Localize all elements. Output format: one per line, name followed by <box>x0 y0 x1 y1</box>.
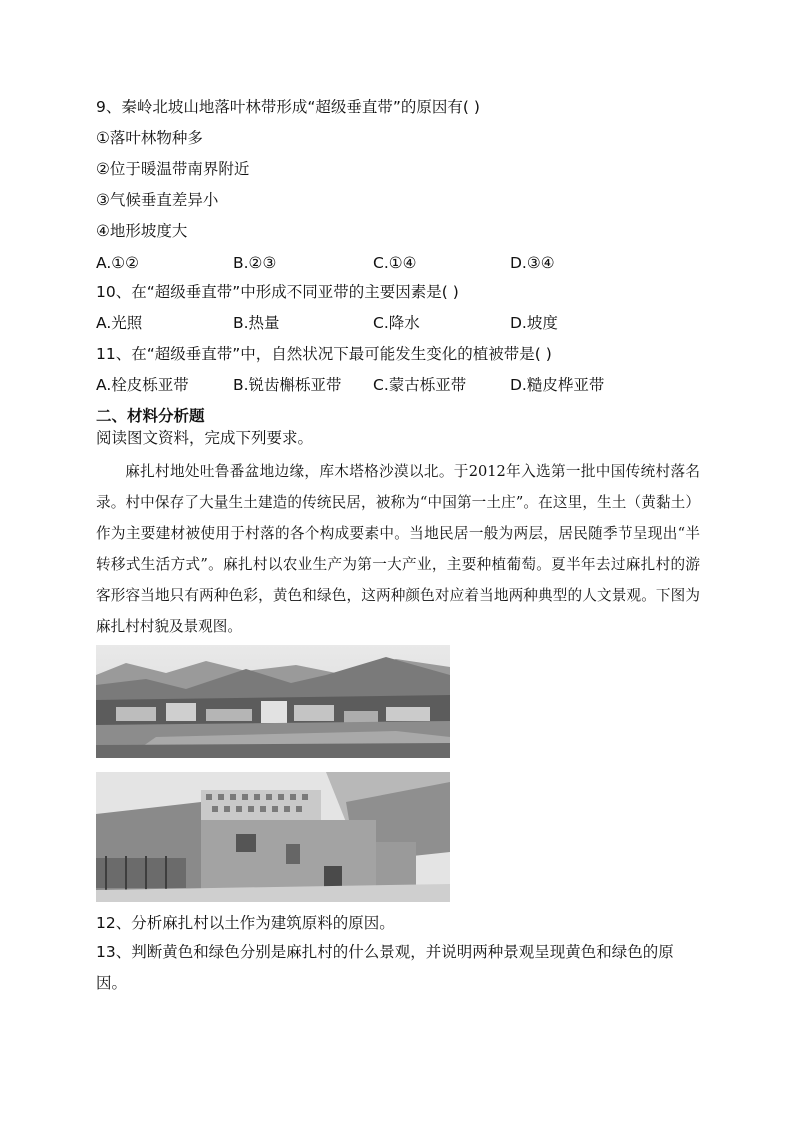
q9-item-4: ④地形坡度大 <box>96 222 188 240</box>
q10-options <box>96 313 656 333</box>
q11-stem: 11、在“超级垂直带”中，自然状况下最可能发生变化的植被带是( ) <box>96 345 552 363</box>
q10-option-c: C.降水 <box>373 314 420 332</box>
q9-options <box>96 253 656 273</box>
q10-stem: 10、在“超级垂直带”中形成不同亚带的主要因素是( ) <box>96 283 459 301</box>
q11-option-a: A.栓皮栎亚带 <box>96 376 189 394</box>
q9-stem: 9、秦岭北坡山地落叶林带形成“超级垂直带”的原因有( ) <box>96 98 480 116</box>
section-heading: 二、材料分析题 <box>96 407 205 425</box>
earthen-dwelling-photo <box>96 772 450 902</box>
q11-options <box>96 375 656 395</box>
q9-item-1: ①落叶林物种多 <box>96 129 203 147</box>
q10-option-d: D.坡度 <box>510 314 558 332</box>
q10-option-b: B.热量 <box>233 314 280 332</box>
village-overview-photo <box>96 645 450 758</box>
q13-stem: 13、判断黄色和绿色分别是麻扎村的什么景观，并说明两种景观呈现黄色和绿色的原因。 <box>96 943 674 992</box>
q11-option-d: D.糙皮桦亚带 <box>510 376 605 394</box>
q9-item-2: ②位于暖温带南界附近 <box>96 160 250 178</box>
q9-option-c: C.①④ <box>373 254 417 272</box>
q11-option-c: C.蒙古栎亚带 <box>373 376 467 394</box>
q9-option-a: A.①② <box>96 254 140 272</box>
section-instruction: 阅读图文资料，完成下列要求。 <box>96 429 314 447</box>
q9-item-3: ③气候垂直差异小 <box>96 191 219 209</box>
q10-option-a: A.光照 <box>96 314 143 332</box>
q9-option-d: D.③④ <box>510 254 555 272</box>
q12-stem: 12、分析麻扎村以土作为建筑原料的原因。 <box>96 914 395 932</box>
q11-option-b: B.锐齿槲栎亚带 <box>233 376 342 394</box>
material-passage: 麻扎村地处吐鲁番盆地边缘，库木塔格沙漠以北。于2012年入选第一批中国传统村落名录。村中保存了大量生土建造的传统民居，被称为“中国第一土庄”。在这里，生土（黄黏土）作为主要建材被使用于村落的各个构成要素中。当地民居一般为两层，居民随季节呈现出“半转移式生活方式”。麻扎村以农业生产为第一大产业，主要种植葡萄。夏半年去过麻扎村的游客形容当地只有两种色彩，黄色和绿色，这两种颜色对应着当地两种典型的人文景观。下图为麻扎村村貌及景观图。 <box>96 463 700 635</box>
q9-option-b: B.②③ <box>233 254 277 272</box>
